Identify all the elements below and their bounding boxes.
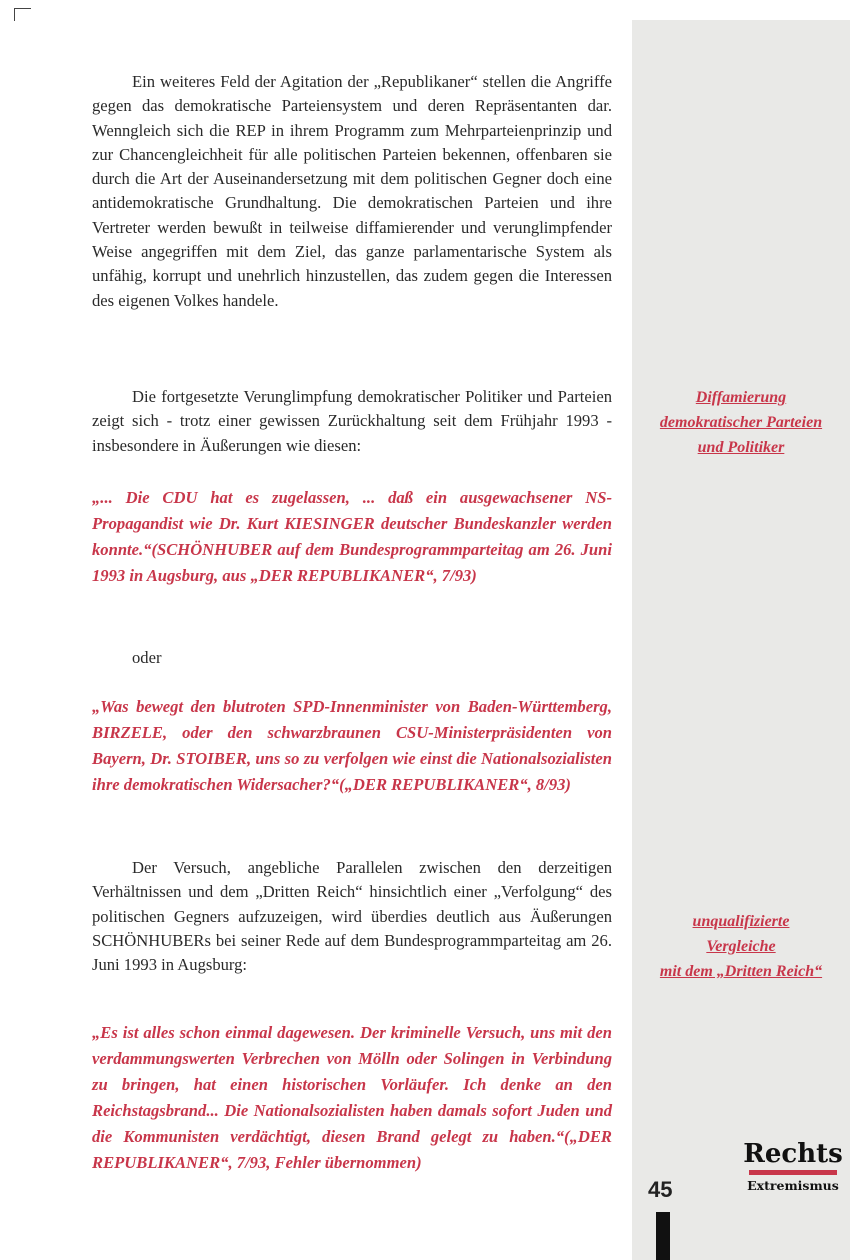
page-marker-bar <box>656 1212 670 1260</box>
paragraph-verunglimpfung: Die fortgesetzte Verunglimpfung demokratischer Politiker und Parteien zeigt sich - trotz einer gewissen Zurückhaltung seit dem Frühjahr 1993 - insbesondere in Äußerungen wie diesen: <box>92 387 612 455</box>
margin-note-line: mit dem „Dritten Reich“ <box>659 963 823 980</box>
logo-red-rule <box>749 1170 837 1175</box>
quote-kiesinger: „... Die CDU hat es zugelassen, ... daß ein ausgewachsener NS-Propagandist wie Dr. Kurt KIESINGER deutscher Bundeskanzler werden konnte.“(SCHÖNHUBER auf dem Bundesprogrammparteitag am 26. Juni 1993 in Augsburg, aus „DER REPUBLIKANER“, 7/93) <box>92 488 612 585</box>
connector-oder: oder <box>132 648 162 667</box>
margin-note-line: unqualifizierte <box>692 913 790 930</box>
margin-note-line: demokratischer Parteien <box>659 414 823 431</box>
margin-note-line: Vergleiche <box>706 938 776 955</box>
rechtsextremismus-logo <box>743 1140 843 1193</box>
paragraph-republikaner-agitation: Ein weiteres Feld der Agitation der „Republikaner“ stellen die Angriffe gegen das demokratische Parteiensystem und deren Repräsentanten dar. Wenngleich sich die REP in ihrem Programm zum Mehrparteienprinzip und zur Chancengleichheit für alle politischen Parteien bekennen, offenbaren sie durch die Art der Auseinandersetzung mit dem politischen Gegner doch eine antidemokratische Grundhaltung. Die demokratischen Parteien und ihre Vertreter werden bewußt in teilweise diffamierender und verunglimpfender Weise angegriffen mit dem Ziel, das ganze parlamentarische System als unfähig, korrupt und unehrlich hinzustellen, das zudem gegen die Interessen des eigenen Volkes handele. <box>92 72 612 310</box>
logo-bottom-text: Extremismus <box>747 1178 839 1193</box>
paragraph-parallelen: Der Versuch, angebliche Parallelen zwischen den derzeitigen Verhältnissen und dem „Dritten Reich“ hinsichtlich einer „Verfolgung“ des politischen Gegners aufzuzeigen, wird überdies deutlich aus Äußerungen SCHÖNHUBERs bei seiner Rede auf dem Bundesprogrammparteitag am 26. Juni 1993 in Augsburg: <box>92 858 612 975</box>
logo-top-text: Rechts <box>743 1139 843 1169</box>
margin-column <box>632 20 850 1260</box>
quote-reichstagsbrand: „Es ist alles schon einmal dagewesen. Der kriminelle Versuch, uns mit den verdammungswerten Verbrechen von Mölln oder Solingen in Verbindung zu bringen, hat einen historischen Vorläufer. Ich denke an den Reichstagsbrand... Die Nationalsozialisten haben damals sofort Juden und die Kommunisten verdächtigt, diesen Brand gelegt zu haben.“(„DER REPUBLIKANER“, 7/93, Fehler übernommen) <box>92 1023 612 1172</box>
margin-note-diffamierung <box>632 385 850 460</box>
crop-mark <box>14 8 31 21</box>
quote-birzele-stoiber: „Was bewegt den blutroten SPD-Innenminister von Baden-Württemberg, BIRZELE, oder den schwarzbraunen CSU-Ministerpräsidenten von Bayern, Dr. STOIBER, uns so zu verfolgen wie einst die Nationalsozialisten ihre demokratischen Widersacher?“(„DER REPUBLIKANER“, 8/93) <box>92 697 612 794</box>
margin-note-line: und Politiker <box>697 439 785 456</box>
page-number: 45 <box>648 1177 673 1202</box>
margin-note-line: Diffamierung <box>695 389 787 406</box>
margin-note-vergleiche <box>632 909 850 984</box>
